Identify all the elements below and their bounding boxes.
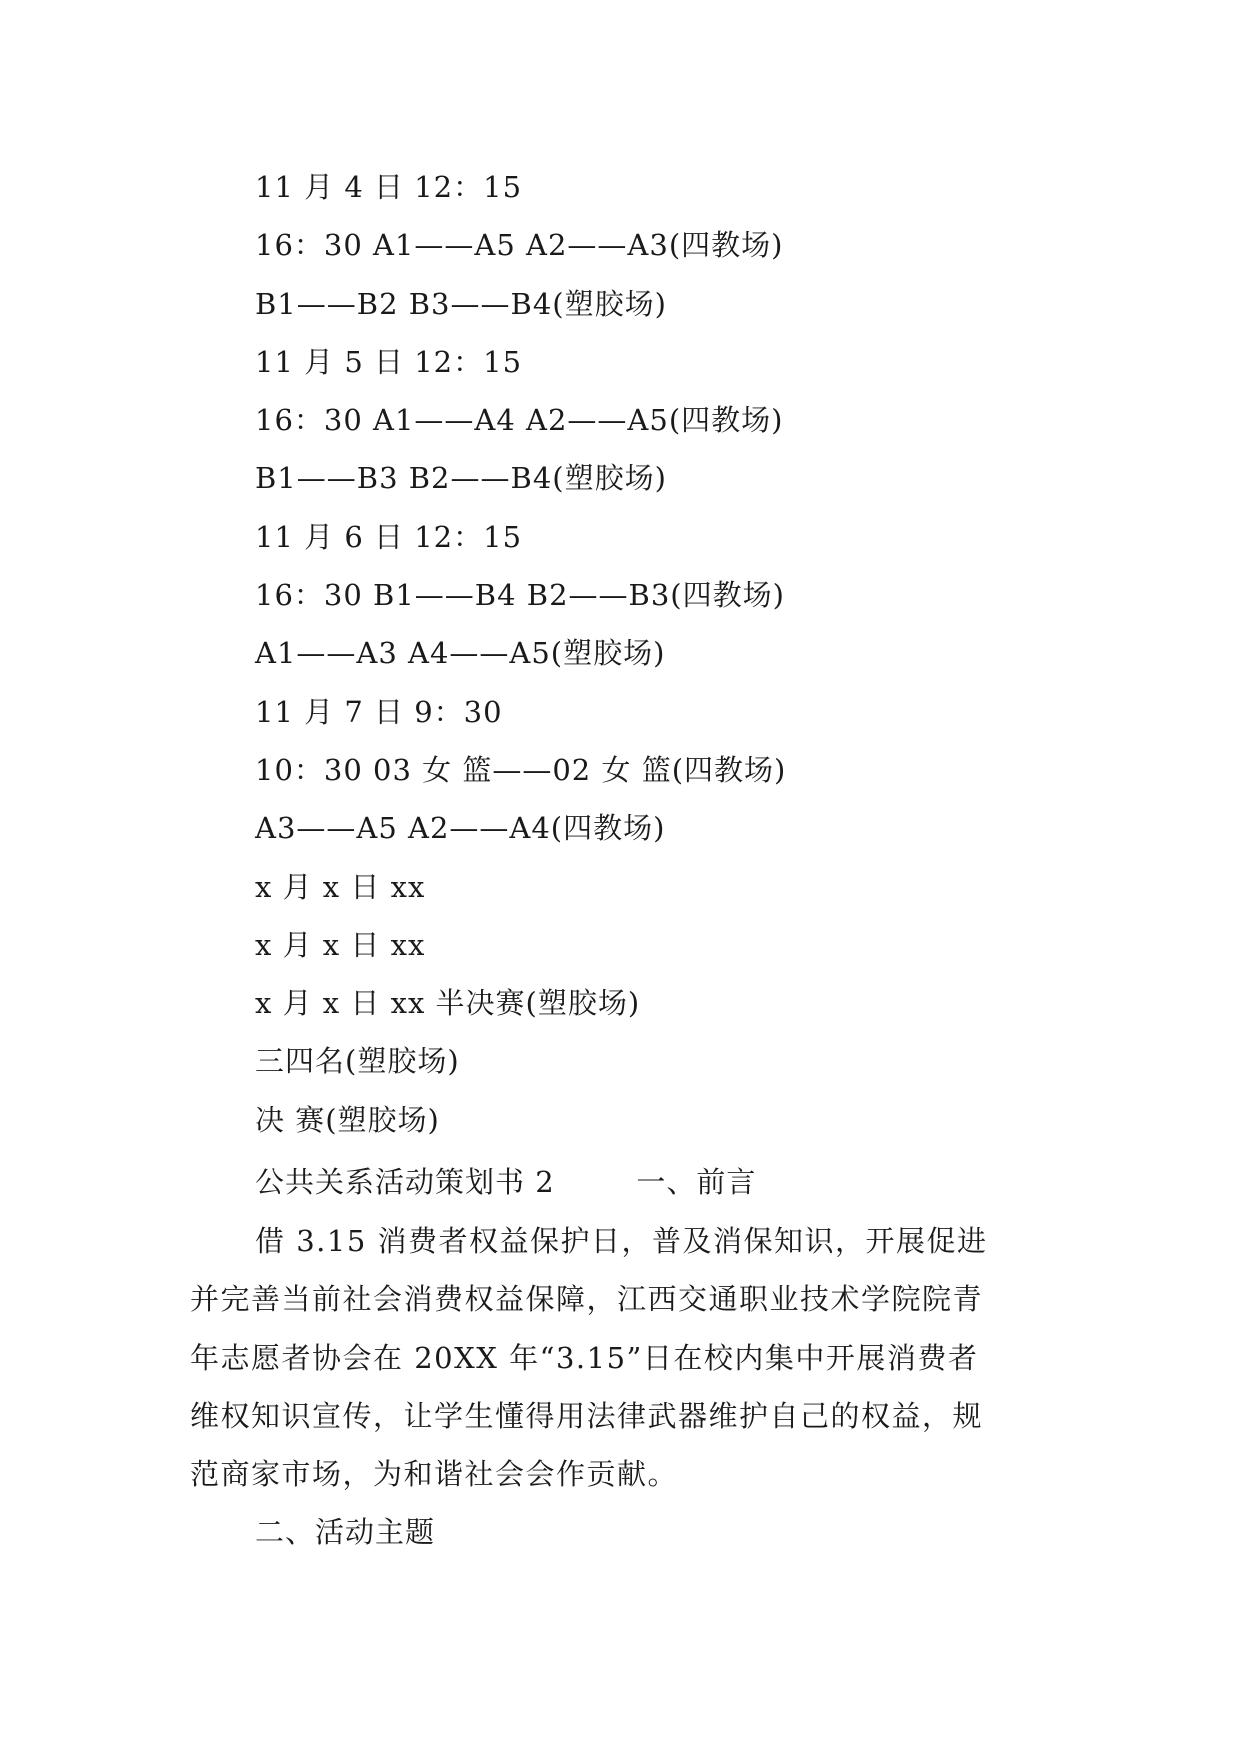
preface-paragraph	[190, 1212, 1060, 1503]
match-schedule	[255, 158, 786, 1149]
schedule-line: B1——B3 B2——B4(塑胶场)	[255, 461, 667, 496]
schedule-line: 决 赛(塑胶场)	[255, 1102, 440, 1137]
section-title: 二、活动主题	[255, 1515, 436, 1549]
preface-line: 借 3.15 消费者权益保护日，普及消保知识，开展促进	[255, 1224, 988, 1258]
preface-line: 年志愿者协会在 20XX 年“3.15”日在校内集中开展消费者	[190, 1340, 979, 1375]
document-heading: 公共关系活动策划书 2 一、前言	[255, 1165, 757, 1199]
schedule-line: 11 月 4 日 12：15	[255, 170, 523, 204]
schedule-line: 三四名(塑胶场)	[255, 1044, 460, 1079]
schedule-line: 10：30 03 女 篮——02 女 篮(四教场)	[255, 752, 787, 787]
preface-line: 维权知识宣传，让学生懂得用法律武器维护自己的权益，规	[190, 1398, 984, 1433]
schedule-line: B1——B2 B3——B4(塑胶场)	[255, 286, 667, 321]
schedule-line: 11 月 7 日 9：30	[255, 694, 503, 729]
schedule-line: x 月 x 日 xx	[255, 869, 426, 904]
preface-line: 范商家市场，为和谐社会会作贡献。	[190, 1457, 679, 1492]
schedule-line: 16：30 A1——A5 A2——A3(四教场)	[255, 228, 784, 263]
schedule-line: A3——A5 A2——A4(四教场)	[255, 811, 666, 846]
schedule-line: x 月 x 日 xx	[255, 927, 426, 962]
schedule-line: 11 月 6 日 12：15	[255, 519, 523, 554]
preface-line: 并完善当前社会消费权益保障，江西交通职业技术学院院青	[190, 1282, 984, 1317]
schedule-line: 16：30 A1——A4 A2——A5(四教场)	[255, 403, 784, 438]
schedule-line: 11 月 5 日 12：15	[255, 344, 523, 379]
schedule-line: A1——A3 A4——A5(塑胶场)	[255, 636, 666, 671]
schedule-line: 16：30 B1——B4 B2——B3(四教场)	[255, 578, 785, 613]
schedule-line: x 月 x 日 xx 半决赛(塑胶场)	[255, 986, 641, 1021]
